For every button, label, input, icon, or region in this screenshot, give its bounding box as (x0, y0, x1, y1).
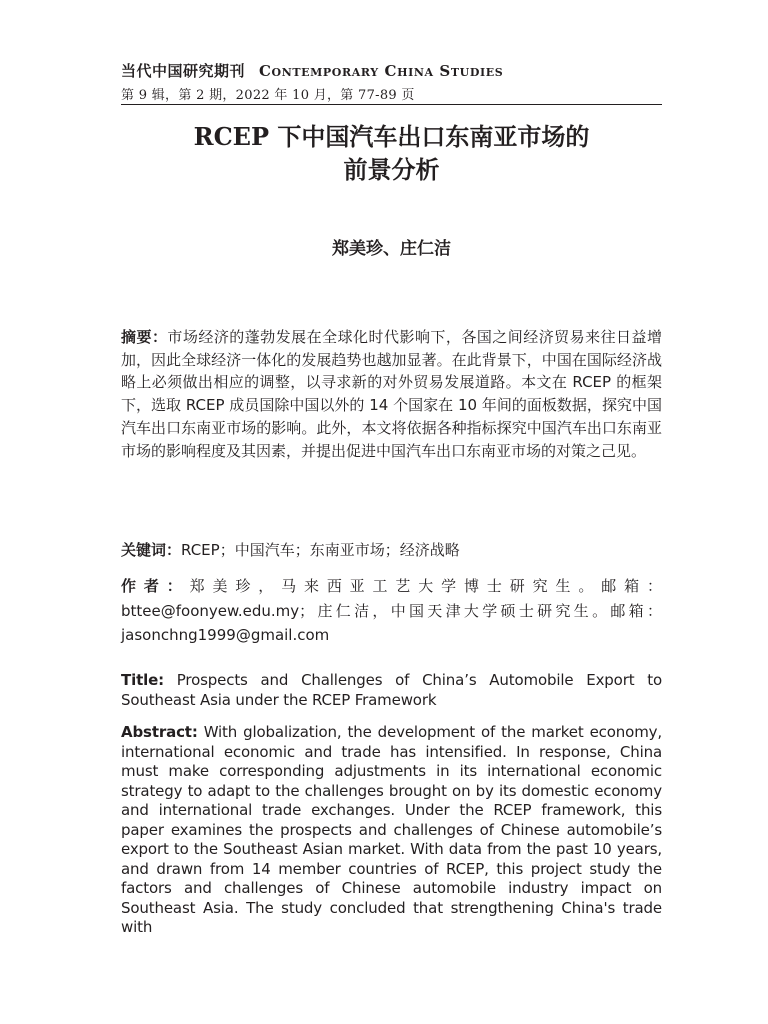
author-names: 郑美珍、庄仁洁 (332, 239, 451, 259)
chinese-abstract-label: 摘要： (121, 328, 168, 346)
chinese-author-label: 作者： (121, 577, 190, 595)
chinese-keywords (121, 539, 662, 562)
article-title-line-2: 前景分析 (343, 155, 440, 184)
chinese-author-text: 郑美珍，马来西亚工艺大学博士研究生。邮箱：bttee@foonyew.edu.my；庄仁洁，中国天津大学硕士研究生。邮箱：jasonchng1999@gmail.com (121, 577, 662, 644)
english-title-label: Title: (121, 671, 164, 689)
chinese-keywords-text: RCEP；中国汽车；东南亚市场；经济战略 (181, 541, 460, 559)
journal-name-zh: 当代中国研究期刊 (121, 62, 246, 80)
chinese-abstract (121, 326, 662, 462)
english-title (121, 671, 662, 710)
chinese-keywords-label: 关键词： (121, 541, 182, 559)
journal-name (121, 60, 662, 81)
article-title (121, 120, 662, 186)
english-title-text: Prospects and Challenges of China’s Automobile Export to Southeast Asia under the RCEP Framework (121, 671, 662, 709)
header-divider (121, 104, 662, 105)
chinese-abstract-text: 市场经济的蓬勃发展在全球化时代影响下，各国之间经济贸易来往日益增加，因此全球经济一体化的发展趋势也越加显著。在此背景下，中国在国际经济战略上必须做出相应的调整，以寻求新的对外贸易发展道路。本文在 RCEP 的框架下，选取 RCEP 成员国除中国以外的 14 个国家在 10 年间的面板数据，探究中国汽车出口东南亚市场的影响。此外，本文将依据各种指标探究中国汽车出口东南亚市场的影响程度及其因素，并提出促进中国汽车出口东南亚市场的对策之己见。 (121, 328, 662, 460)
article-title-line-1: RCEP 下中国汽车出口东南亚市场的 (193, 122, 590, 151)
chinese-author-info (121, 574, 662, 648)
journal-name-en: Contemporary China Studies (259, 62, 504, 80)
running-header (121, 60, 662, 103)
english-abstract (121, 723, 662, 938)
english-abstract-text: With globalization, the development of the market economy, international economic and trade has intensified. In response, China must make corresponding adjustments in its international economic strategy to adapt to the challenges brought on by its domestic economy and international trade exchanges. Under the RCEP framework, this paper examines the prospects and challenges of Chinese automobile’s export to the Southeast Asian market. With data from the past 10 years, and drawn from 14 member countries of RCEP, this project study the factors and challenges of Chinese automobile industry impact on Southeast Asia. The study concluded that strengthening China's trade with (121, 723, 662, 936)
english-abstract-label: Abstract: (121, 723, 198, 741)
issue-info: 第 9 辑，第 2 期，2022 年 10 月，第 77-89 页 (121, 88, 415, 103)
